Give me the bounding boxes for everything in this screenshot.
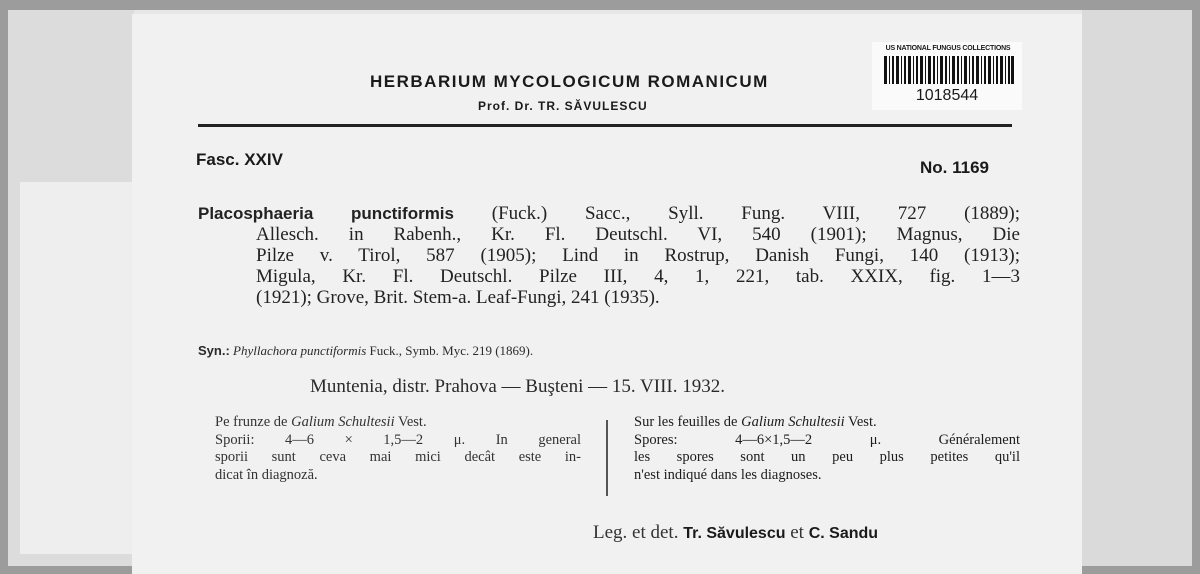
collectors-prefix: Leg. et det. [593,522,684,543]
barcode-sticker [872,42,1022,110]
french-host-name: Galium Schultesii [741,414,845,430]
romanian-host-suffix: Vest. [394,414,427,430]
french-line-2: Spores: 4—6×1,5—2 μ. Généralement [634,431,1020,448]
envelope-left-pocket [20,182,138,554]
fascicle-number: Fasc. XXIV [196,150,283,169]
barcode-institution-label: US NATIONAL FUNGUS COLLECTIONS [885,45,1011,52]
french-description [634,414,1020,484]
citation-line-1 [198,203,1020,224]
french-line-4: n'est indiqué dans les diagnoses. [634,466,822,483]
collector-2: C. Sandu [808,525,879,542]
collection-locality: Muntenia, distr. Prahova — Buşteni — 15. VIII. 1932. [310,376,725,397]
barcode-icon [884,56,1014,84]
envelope-right-flap [1082,10,1192,566]
romanian-line-4: dicat în diagnoză. [215,466,318,483]
collectors-line [593,522,878,544]
citation-line-3: Pilze v. Tirol, 587 (1905); Lind in Rostrup, Danish Fungi, 140 (1913); [256,245,1020,266]
citation-line-1-rest: (Fuck.) Sacc., Syll. Fung. VIII, 727 (1889); [454,203,1021,224]
synonym-reference: Fuck., Symb. Myc. 219 (1869). [366,343,534,358]
synonym-label: Syn.: [198,343,230,358]
header-rule [198,124,1012,127]
french-line-1 [634,414,1020,432]
herbarium-subtitle: Prof. Dr. TR. SĂVULESCU [478,99,648,113]
synonym-line [198,343,533,359]
romanian-line-2: Sporii: 4—6 × 1,5—2 μ. In general [215,431,581,448]
barcode-number: 1018544 [915,87,979,104]
french-host-prefix: Sur les feuilles de [634,414,742,430]
specimen-number: No. 1169 [920,158,989,177]
herbarium-title: HERBARIUM MYCOLOGICUM ROMANICUM [370,72,769,91]
romanian-host-name: Galium Schultesii [291,414,395,430]
column-divider [606,420,608,496]
synonym-name: Phyllachora punctiformis [233,343,367,358]
french-host-suffix: Vest. [844,414,877,430]
romanian-line-3: sporii sunt ceva mai mici decât este in- [215,449,581,465]
romanian-line-1 [215,414,581,432]
french-line-3: les spores sont un peu plus petites qu'il [634,449,1020,465]
citation-line-2: Allesch. in Rabenh., Kr. Fl. Deutschl. VI, 540 (1901); Magnus, Die [256,224,1020,245]
romanian-host-prefix: Pe frunze de [215,414,292,430]
romanian-description [215,414,581,484]
collector-1: Tr. Săvulescu [683,525,786,542]
citation-line-5: (1921); Grove, Brit. Stem-a. Leaf-Fungi, 241 (1935). [256,287,660,308]
taxon-citation [198,203,1020,308]
taxon-name: Placosphaeria punctiformis [198,204,454,223]
citation-line-4: Migula, Kr. Fl. Deutschl. Pilze III, 4, 1, 221, tab. XXIX, fig. 1—3 [256,266,1020,287]
collectors-joiner: et [785,522,809,543]
